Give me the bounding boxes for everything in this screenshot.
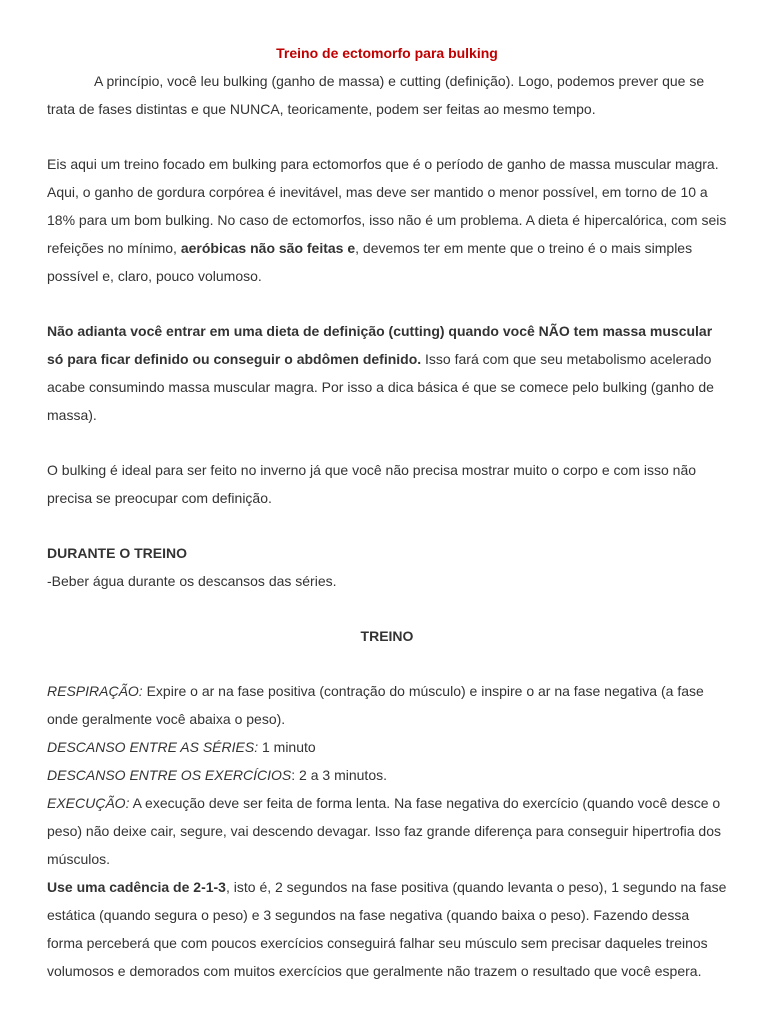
descanso-exercicios-label: DESCANSO ENTRE OS EXERCÍCIOS	[47, 767, 292, 783]
paragraph-cutting-bold: Não adianta você entrar em uma dieta de definição (cutting) quando você NÃO tem massa muscular só para ficar definido ou conseguir o abdômen definido.	[47, 323, 713, 367]
paragraph-bulking-bold: aeróbicas não são feitas e	[180, 240, 356, 256]
document-title: Treino de ectomorfo para bulking	[276, 45, 498, 61]
paragraph-descanso-exercicios	[47, 761, 727, 789]
paragraph-spacer	[47, 650, 727, 677]
paragraph-bulking	[47, 150, 727, 290]
paragraph-bulking-text-b: , devemos ter em mente que o treino é o mais simples possível e, claro, pouco volumoso.	[47, 240, 693, 284]
document-page	[47, 39, 727, 985]
paragraph-spacer	[47, 429, 727, 456]
paragraph-cutting-text: Isso fará com que seu metabolismo acelerado acabe consumindo massa muscular magra. Por isso a dica básica é que se comece pelo bulking (ganho de massa).	[47, 351, 714, 423]
durante-treino-text: -Beber água durante os descansos das séries.	[47, 573, 337, 589]
paragraph-bulking-text-a: Eis aqui um treino focado em bulking para ectomorfos que é o período de ganho de massa muscular magra. Aqui, o ganho de gordura corpórea é inevitável, mas deve ser mantido o menor possível, em torno de 10 a 18% para um bom bulking. No caso de ectomorfos, isso não é um problema. A dieta é hipercalórica, com seis refeições no mínimo,	[47, 156, 727, 256]
paragraph-spacer	[47, 512, 727, 539]
cadencia-text: , isto é, 2 segundos na fase positiva (quando levanta o peso), 1 segundo na fase estática (quando segura o peso) e 3 segundos na fase negativa (quando baixa o peso). Fazendo dessa forma perceberá que com poucos exercícios conseguirá falhar seu músculo sem precisar daqueles treinos volumosos e demorados com muitos exercícios que geralmente não trazem o resultado que você espera.	[47, 879, 727, 979]
execucao-text: A execução deve ser feita de forma lenta. Na fase negativa do exercício (quando você desce o peso) não deixe cair, segure, vai descendo devagar. Isso faz grande diferença para conseguir hipertrofia dos músculos.	[47, 795, 721, 867]
paragraph-cutting-warning	[47, 317, 727, 429]
descanso-exercicios-text: : 2 a 3 minutos.	[291, 767, 387, 783]
cadencia-bold: Use uma cadência de 2-1-3	[47, 879, 226, 895]
heading-durante-treino: DURANTE O TREINO	[47, 545, 187, 561]
paragraph-descanso-series	[47, 733, 727, 761]
paragraph-execucao	[47, 789, 727, 873]
paragraph-respiracao	[47, 677, 727, 733]
paragraph-spacer	[47, 595, 727, 622]
paragraph-cadencia	[47, 873, 727, 985]
paragraph-spacer	[47, 290, 727, 317]
paragraph-intro: A princípio, você leu bulking (ganho de massa) e cutting (definição). Logo, podemos prever que se trata de fases distintas e que NUNCA, teoricamente, podem ser feitas ao mesmo tempo.	[47, 73, 705, 117]
heading-treino: TREINO	[360, 628, 414, 644]
descanso-series-label: DESCANSO ENTRE AS SÉRIES:	[47, 739, 259, 755]
respiracao-text: Expire o ar na fase positiva (contração do músculo) e inspire o ar na fase negativa (a fase onde geralmente você abaixa o peso).	[47, 683, 704, 727]
execucao-label: EXECUÇÃO:	[47, 795, 130, 811]
paragraph-spacer	[47, 123, 727, 150]
respiracao-label: RESPIRAÇÃO:	[47, 683, 143, 699]
paragraph-winter: O bulking é ideal para ser feito no inverno já que você não precisa mostrar muito o corpo e com isso não precisa se preocupar com definição.	[47, 462, 697, 506]
descanso-series-text: 1 minuto	[258, 739, 316, 755]
